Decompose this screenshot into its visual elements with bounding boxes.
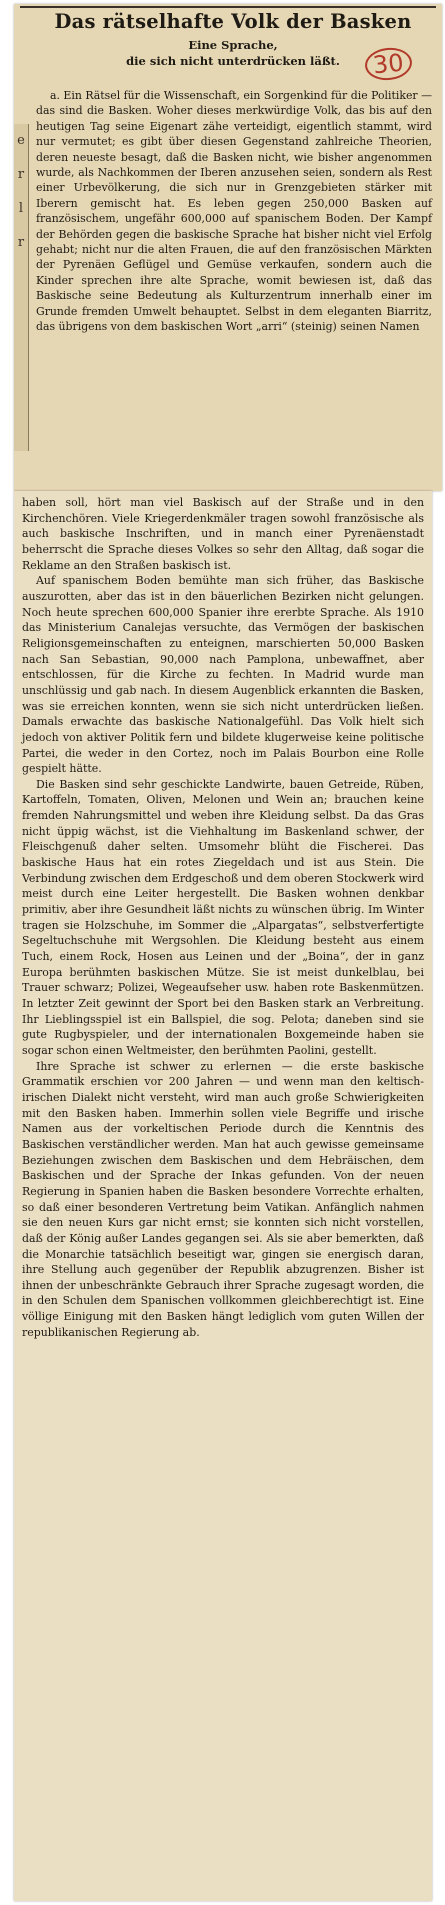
margin-letter: r	[17, 167, 25, 182]
subtitle-line-2: die sich nicht unterdrücken läßt.	[126, 54, 340, 68]
article-title: Das rätselhafte Volk der Basken	[54, 10, 412, 33]
clipping-upper-part	[14, 4, 442, 491]
paragraph: Auf spanischem Boden bemühte man sich früher, das Baskische auszurotten, aber das ist in den bäuerlichen Bezirken nicht gelungen. Noch heute sprechen 600,000 Spanier ihre ererbte Sprache. Als 1910 das Ministerium Canalejas versuchte, das Vermögen der baskischen Religionsgemeinschaften zu enteignen, marschierten 50,000 Basken nach San Sebastian, 90,000 nach Pamplona, unbewaffnet, aber entschlossen, für die Kirche zu fechten. In Madrid wurde man unschlüssig und gab nach. In diesem Augenblick erkannten die Basken, was sie erreichen konnten, wenn sie sich nicht unterdrücken ließen. Damals erwachte das baskische Nationalgefühl. Das Volk hielt sich jedoch von aktiver Politik fern und bildete klugerweise keine politische Partei, die weder in den Cortez, noch im Palais Bourbon eine Rolle gespielt hätte.	[22, 574, 424, 776]
paragraph: Ihre Sprache ist schwer zu erlernen — die erste baskische Grammatik erschien vor 200 Jahren — und wenn man den keltisch-irischen Dialekt nicht versteht, wird man auch große Schwierigkeiten mit den Basken haben. Immerhin sollen viele Begriffe und irische Namen aus der vorkeltischen Periode durch die Kenntnis des Baskischen verständlicher werden. Man hat auch gewisse gemeinsame Beziehungen zwischen dem Baskischen und dem Hebräischen, dem Baskischen und der Sprache der Inkas gefunden. Von der neuen Regierung in Spanien haben die Basken besondere Vorrechte erhalten, so daß einer besonderen Vertretung beim Vatikan. Anfänglich nahmen sie den neuen Kurs gar nicht ernst; sie konnten sich nicht vorstellen, daß der König außer Landes gegangen sei. Als sie aber bemerkten, daß die Monarchie tatsächlich beseitigt war, gingen sie energisch daran, ihre Stellung auch gegenüber der Republik abzugrenzen. Bisher ist ihnen der unbeschränkte Gebrauch ihrer Sprache zugesagt worden, die in den Schulen dem Spanischen vollkommen gleichberechtigt ist. Eine völlige Einigung mit den Basken hängt lediglich vom guten Willen der republikanischen Regierung ab.	[22, 1059, 424, 1339]
margin-letter: l	[18, 201, 24, 216]
paragraph: Die Basken sind sehr geschickte Landwirte, bauen Getreide, Rüben, Kartoffeln, Tomaten, Oliven, Melonen und Wein an; brauchen keine fremden Nahrungsmittel und weben ihre Kleidung selbst. Da das Gras nicht üppig wächst, ist die Viehhaltung im Baskenland schwer, der Fleischgenuß daher selten. Umsomehr blüht die Fischerei. Das baskische Haus hat ein rotes Ziegeldach und ist aus Stein. Die Verbindung zwischen dem Erdgeschoß und dem oberen Stockwerk wird meist durch eine Leiter hergestellt. Die Basken wohnen denkbar primitiv, aber ihre Gesundheit läßt nichts zu wünschen übrig. Im Winter tragen sie Holzschuhe, im Sommer die „Alpargatas“, selbstverfertigte Segeltuchschuhe mit Wergsohlen. Die Kleidung besteht aus einem Tuch, einem Rock, Hosen aus Leinen und der „Boina“, der in ganz Europa berühmten baskischen Mütze. Sie ist meist dunkelblau, bei Trauer schwarz; Polizei, Wegeaufseher usw. haben rote Baskenmützen. In letzter Zeit gewinnt der Sport bei den Basken stark an Verbreitung. Ihr Lieblingsspiel ist ein Ballspiel, die sog. Pelota; daneben sind sie gute Rugbyspieler, und der internationalen Boxgemeinde haben sie sogar schon einen Weltmeister, den berühmten Paolini, gestellt.	[22, 777, 424, 1057]
margin-letter: e	[17, 133, 25, 148]
margin-letter: r	[17, 235, 25, 250]
top-rule	[20, 6, 436, 8]
neighbor-column-edge	[14, 124, 29, 451]
paragraph: haben soll, hört man viel Baskisch auf der Straße und in den Kirchenchören. Viele Kriegerdenkmäler tragen sowohl französische als auch baskische Inschriften, und in manch einer Pyrenäenstadt beherrscht die Sprache dieses Volkes so sehr den Alltag, daß sogar die Reklame an den Straßen baskisch ist.	[22, 496, 424, 572]
article-body-lower	[22, 495, 424, 1340]
subtitle-line-1: Eine Sprache,	[188, 38, 278, 52]
handwritten-annotation: 30	[364, 46, 414, 83]
article-body-upper	[36, 88, 432, 335]
clipping-lower-part	[14, 491, 432, 1901]
paragraph: a. Ein Rätsel für die Wissenschaft, ein Sorgenkind für die Politiker — das sind die Basken. Woher dieses merkwürdige Volk, das bis auf den heutigen Tag seine Eigenart zähe verteidigt, eigentlich stammt, wird nur vermutet; es gibt über diesen Gegenstand zahlreiche Theorien, deren neueste besagt, daß die Basken nicht, wie bisher angenommen wurde, als Nachkommen der Iberen anzusehen seien, sondern als Rest einer Urbevölkerung, die sich nur in Grenzgebieten stärker mit Iberern gemischt hat. Es leben gegen 250,000 Basken auf französischem, ungefähr 600,000 auf spanischem Boden. Der Kampf der Behörden gegen die baskische Sprache hat bisher nicht viel Erfolg gehabt; nicht nur die alten Frauen, die auf den französischen Märkten der Pyrenäen Geflügel und Gemüse verkaufen, sondern auch die Kinder sprechen ihre alte Sprache, womit bewiesen ist, daß das Baskische seine Bedeutung als Kulturzentrum innerhalb einer im Grunde fremden Umwelt behauptet. Selbst in dem eleganten Biarritz, das übrigens von dem baskischen Wort „arri“ (steinig) seinen Namen	[36, 89, 432, 334]
